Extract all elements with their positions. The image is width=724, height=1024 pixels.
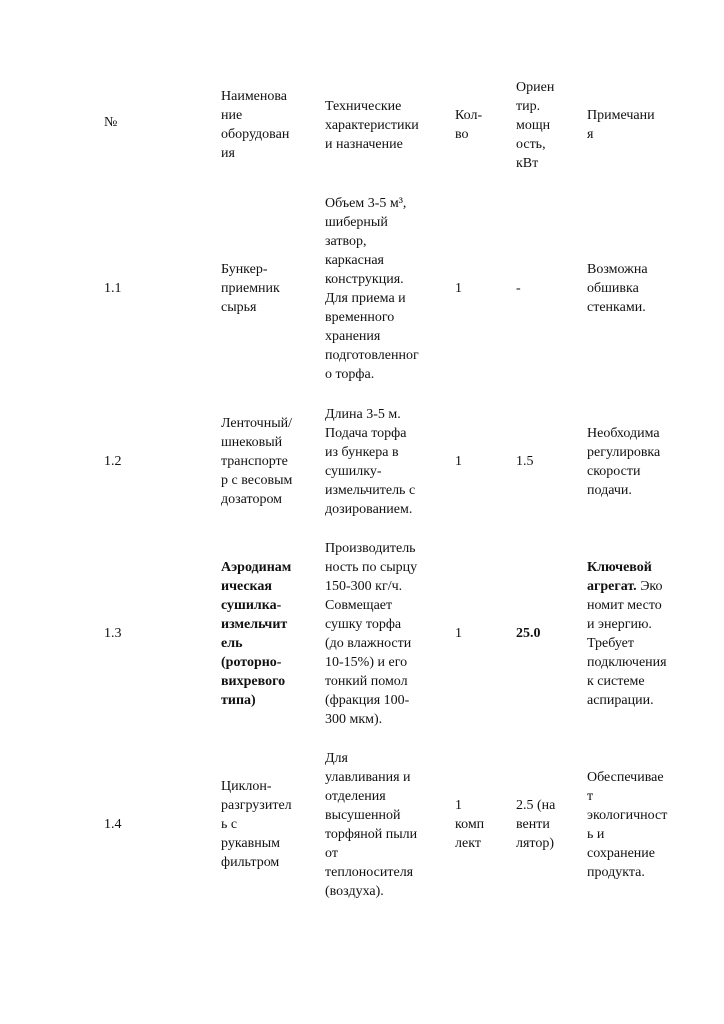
row-notes: Возможна обшивка стенками. xyxy=(587,262,648,315)
row-power: - xyxy=(516,281,521,296)
row-quantity: 1 xyxy=(455,454,462,469)
row-equipment-name: Аэродинам ическая сушилка- измельчит ель (роторно- вихревого типа) xyxy=(221,560,292,708)
header-number: № xyxy=(104,115,118,130)
header-specifications: Технические характеристики и назначение xyxy=(325,99,419,152)
row-equipment-name: Ленточный/ шнековый транспорте р с весовым дозатором xyxy=(221,416,293,507)
row-specifications: Производитель ность по сырцу 150-300 кг/ч. Совмещает сушку торфа (до влажности 10-15%) и его тонкий помол (фракция 100- 300 мкм). xyxy=(325,541,418,727)
row-specifications: Объем 3-5 м³, шиберный затвор, каркасная конструкция. Для приема и временного хранения подготовленног о торфа. xyxy=(325,196,419,382)
row-number: 1.1 xyxy=(104,281,122,296)
row-notes xyxy=(587,558,675,710)
row-number: 1.3 xyxy=(104,626,122,641)
header-equipment-name: Наименова ние оборудован ия xyxy=(221,89,290,161)
row-equipment-name: Бункер- приемник сырья xyxy=(221,262,280,315)
row-power: 2.5 (на венти лятор) xyxy=(516,798,556,851)
row-equipment-name: Циклон- разгрузител ь с рукавным фильтром xyxy=(221,779,292,870)
row-specifications: Длина 3-5 м. Подача торфа из бункера в сушилку- измельчитель с дозированием. xyxy=(325,407,416,517)
row-power: 1.5 xyxy=(516,454,534,469)
row-notes-key-label: Ключевой агрегат. xyxy=(587,560,652,594)
header-power: Ориен тир. мощн ость, кВт xyxy=(516,80,555,171)
header-notes: Примечани я xyxy=(587,108,655,142)
row-power: 25.0 xyxy=(516,626,541,641)
row-specifications: Для улавливания и отделения высушенной торфяной пыли от теплоносителя (воздуха). xyxy=(325,751,418,899)
row-notes-text: Эко номит место и энергию. Требует подключения к системе аспирации. xyxy=(587,579,667,708)
header-quantity: Кол- во xyxy=(455,108,483,142)
row-quantity: 1 xyxy=(455,626,462,641)
row-notes: Обеспечивае т экологичност ь и сохранение продукта. xyxy=(587,770,668,880)
row-quantity: 1 комп лект xyxy=(455,798,485,851)
row-number: 1.4 xyxy=(104,817,122,832)
row-quantity: 1 xyxy=(455,281,462,296)
row-number: 1.2 xyxy=(104,454,122,469)
row-notes: Необходима регулировка скорости подачи. xyxy=(587,426,661,498)
